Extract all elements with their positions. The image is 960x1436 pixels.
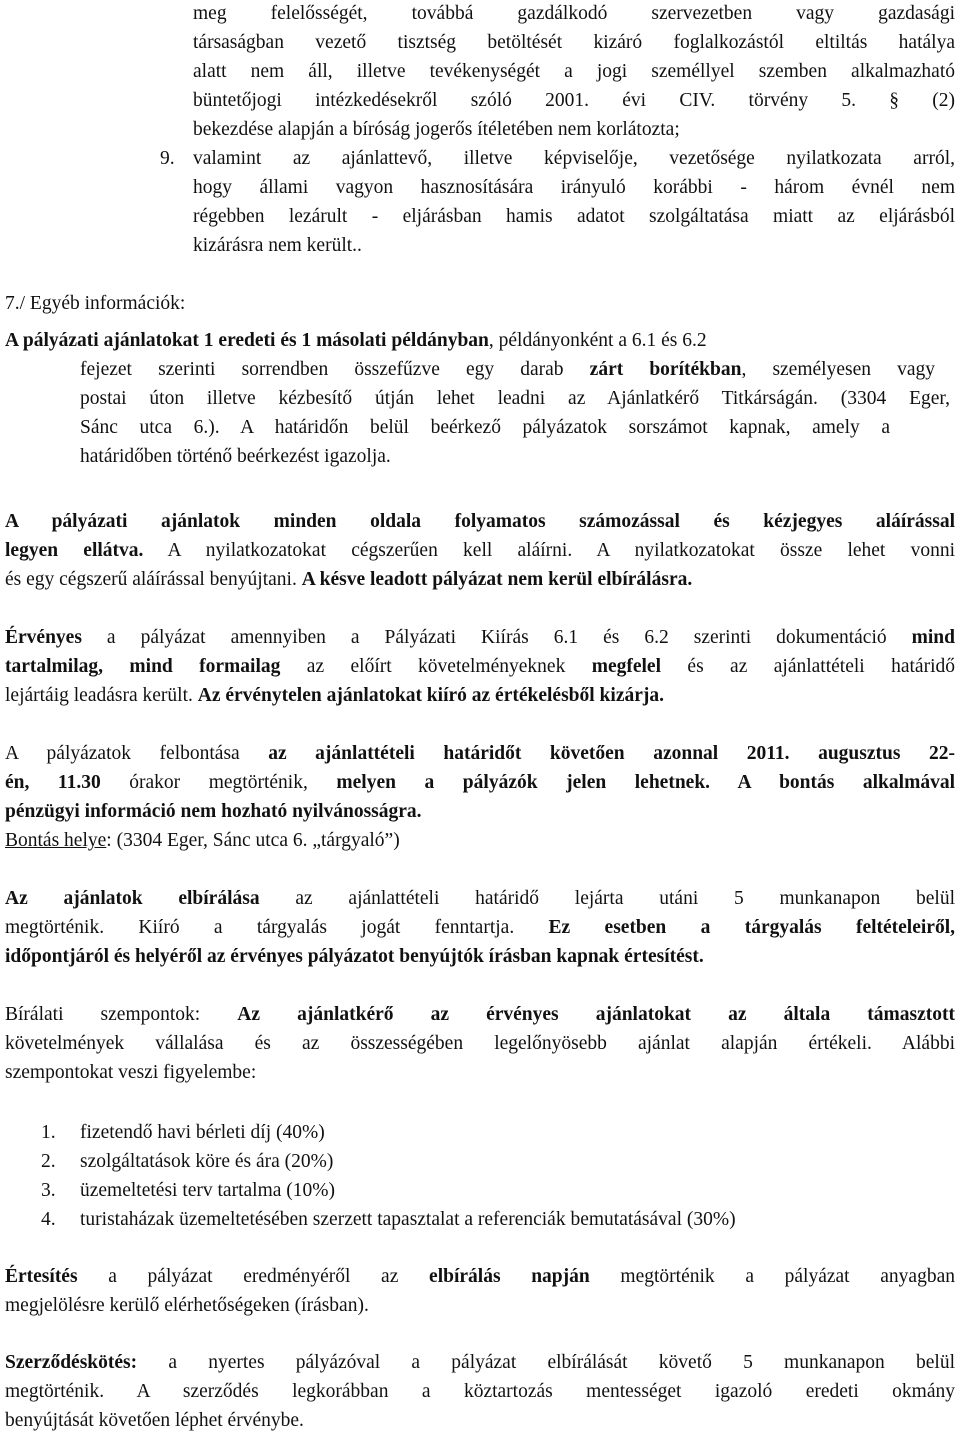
bold-text: Az érvénytelen ajánlatokat kiíró az értékelésből kizárja. [197,685,665,706]
section7-p1-line-2 [80,360,935,380]
bold-text: időpontjáról és helyéről az érvényes pályázatot benyújtók írásban kapnak értesítést. [5,946,704,967]
p3-line-2 [5,657,955,677]
section7-p1-line-4: Sánc utca 6.). A határidőn belül beérkező pályázatok sorszámot kapnak, amely a [80,417,890,438]
p6-line-1 [5,1005,955,1025]
list-item-number: 3. [41,1180,56,1201]
item8-line-3: alatt nem áll, illetve tevékenységét a jogi személlyel szemben alkalmazható [193,61,955,82]
bold-text: megfelel [591,656,662,677]
text: megtörténik a pályázat anyagban [589,1266,955,1287]
list-item-number: 1. [41,1122,56,1143]
text: és egy cégszerű aláírással benyújtani. [5,569,302,590]
text: lejártáig leadásra került. [5,685,198,706]
section7-p1-line-3: postai úton illetve kézbesítő útján lehet leadni az Ajánlatkérő Titkárságán. (3304 Eger, [80,388,950,409]
p5-line-3 [5,947,704,967]
p6-line-3: szempontokat veszi figyelembe: [5,1062,257,1083]
bold-text: én, 11.30 [5,772,101,793]
text: : (3304 Eger, Sánc utca 6. „tárgyaló”) [106,830,400,851]
bold-text: A pályázati ajánlatok minden oldala folyamatos számozással és kézjegyes aláírással [5,511,955,532]
item9-line-3: régebben lezárult - eljárásban hamis adatot szolgáltatása miatt az eljárásból [193,206,955,227]
bold-text: Az ajánlatok elbírálása [5,888,260,909]
list-item: üzemeltetési terv tartalma (10%) [80,1180,336,1201]
p4-line-4 [5,831,400,851]
bold-text: Az ajánlatkérő az érvényes ajánlatokat az általa támasztott [237,1004,955,1025]
text: órakor megtörténik, [100,772,337,793]
item8-line-5: bekezdése alapján a bíróság jogerős ítéletében nem korlátozta; [193,119,680,140]
bold-text: A késve leadott pályázat nem kerül elbírálásra. [301,569,693,590]
p5-line-1 [5,889,955,909]
text: a pályázat eredményéről az [77,1266,430,1287]
p2-line-3 [5,570,692,590]
bold-text: elbírálás napján [429,1266,590,1287]
bold-text: A pályázati ajánlatokat 1 eredeti és 1 másolati példányban [5,330,489,351]
p6-line-2: követelmények vállalása és az összességében legelőnyösebb ajánlat alapján értékeli. Alábbi [5,1033,955,1054]
list-item: fizetendő havi bérleti díj (40%) [80,1122,325,1143]
p8-line-1 [5,1353,955,1373]
item9-line-1: valamint az ajánlattevő, illetve képviselője, vezetősége nyilatkozata arról, [193,148,955,169]
text: , példányonként a 6.1 és 6.2 [488,330,707,351]
p4-line-1 [5,744,955,764]
section7-heading: 7./ Egyéb információk: [5,293,186,314]
item9-line-4: kizárásra nem került.. [193,235,362,256]
bold-text: az ajánlattételi határidőt követően azonnal 2011. augusztus 22- [268,743,955,764]
text: megtörténik. Kiíró a tárgyalás jogát fenntartja. [5,917,549,938]
p7-line-1 [5,1267,955,1287]
p5-line-2 [5,918,955,938]
p7-line-2: megjelölésre kerülő elérhetőségeken (írásban). [5,1295,369,1316]
item8-line-2: társaságban vezető tisztség betöltését kizáró foglalkozástól eltiltás hatálya [193,32,955,53]
bold-text: Szerződéskötés: [5,1352,138,1373]
section7-p1-line-5: határidőben történő beérkezést igazolja. [80,446,391,467]
bold-text: Értesítés [5,1266,78,1287]
text: Bírálati szempontok: [5,1004,238,1025]
text: az ajánlattételi határidő lejárta utáni 5 munkanapon belül [259,888,955,909]
text: és az ajánlattételi határidő [661,656,955,677]
bold-text: pénzügyi információ nem hozható nyilvánosságra. [5,801,422,822]
bold-text: legyen ellátva. [5,540,144,561]
p8-line-3: benyújtását követően léphet érvénybe. [5,1410,304,1431]
p8-line-2: megtörténik. A szerződés legkorábban a köztartozás mentességet igazoló eredeti okmány [5,1381,955,1402]
text: A nyilatkozatokat cégszerűen kell aláírni. A nyilatkozatokat össze lehet vonni [143,540,955,561]
text: a pályázat amennyiben a Pályázati Kiírás 6.1 és 6.2 szerinti dokumentáció [81,627,912,648]
text: A pályázatok felbontása [5,743,269,764]
p4-line-2 [5,773,955,793]
section7-p1-line-1 [5,331,707,351]
bold-text: mind [911,627,955,648]
text: fejezet szerinti sorrendben összefűzve egy darab [80,359,590,380]
item9-line-2: hogy állami vagyon hasznosítására irányuló korábbi - három évnél nem [193,177,955,198]
p2-line-2 [5,541,955,561]
item9-number: 9. [160,148,175,169]
list-item-number: 2. [41,1151,56,1172]
p3-line-3 [5,686,664,706]
text: a nyertes pályázóval a pályázat elbírálását követő 5 munkanapon belül [137,1352,955,1373]
text: az előírt követelményeknek [280,656,592,677]
text: , személyesen vagy [741,359,936,380]
p3-line-1 [5,628,955,648]
bold-text: zárt borítékban [589,359,742,380]
list-item: turistaházak üzemeltetésében szerzett tapasztalat a referenciák bemutatásával (30%) [80,1209,736,1230]
item8-line-4: büntetőjogi intézkedésekről szóló 2001. évi CIV. törvény 5. § (2) [193,90,955,111]
item8-line-1: meg felelősségét, továbbá gazdálkodó szervezetben vagy gazdasági [193,3,955,24]
p2-line-1 [5,512,955,532]
list-item-number: 4. [41,1209,56,1230]
bold-text: Érvényes [5,627,82,648]
list-item: szolgáltatások köre és ára (20%) [80,1151,334,1172]
bold-text: Ez esetben a tárgyalás feltételeiről, [548,917,955,938]
bold-text: tartalmilag, mind formailag [5,656,281,677]
bold-text: melyen a pályázók jelen lehetnek. A bontás alkalmával [336,772,955,793]
p4-line-3 [5,802,422,822]
underlined-text: Bontás helye [5,830,107,851]
